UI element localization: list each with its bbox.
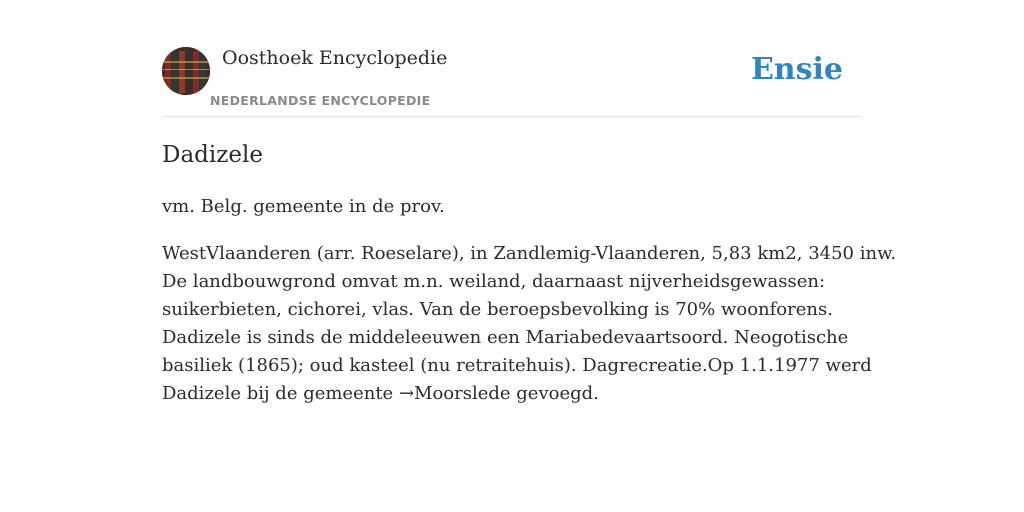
brand-logo[interactable]: Ensie xyxy=(750,52,843,87)
entry-body xyxy=(162,240,897,408)
site-subtitle: NEDERLANDSE ENCYCLOPEDIE xyxy=(210,93,431,108)
entry-body-text: Dadizele bij de gemeente xyxy=(162,383,399,404)
entry-body-line: Dadizele is sinds de middeleeuwen een Mariabedevaartsoord. Neogotische xyxy=(162,327,849,348)
entry-body-line: basiliek (1865); oud kasteel (nu retraitehuis). Dagrecreatie.Op 1.1.1977 werd xyxy=(162,355,872,376)
entry-body-line: WestVlaanderen (arr. Roeselare), in Zandlemig-Vlaanderen, 5,83 km2, 3450 inw. xyxy=(162,243,897,264)
cross-reference-link[interactable] xyxy=(399,383,511,404)
page xyxy=(162,0,897,512)
book-spines-icon xyxy=(162,47,210,95)
entry-body-line: De landbouwgrond omvat m.n. weiland, daarnaast nijverheidsgewassen: xyxy=(162,271,826,292)
arrow-right-icon: → xyxy=(398,383,415,404)
site-title[interactable]: Oosthoek Encyclopedie xyxy=(222,47,448,69)
site-avatar[interactable] xyxy=(162,47,210,95)
entry-title: Dadizele xyxy=(162,142,263,168)
entry-body-line xyxy=(162,380,862,408)
site-header xyxy=(162,46,862,117)
entry-body-line: suikerbieten, cichorei, vlas. Van de beroepsbevolking is 70% woonforens. xyxy=(162,299,833,320)
entry-lead: vm. Belg. gemeente in de prov. xyxy=(162,196,445,217)
cross-reference-label: Moorslede xyxy=(414,383,511,404)
entry-body-text: gevoegd. xyxy=(510,383,599,404)
